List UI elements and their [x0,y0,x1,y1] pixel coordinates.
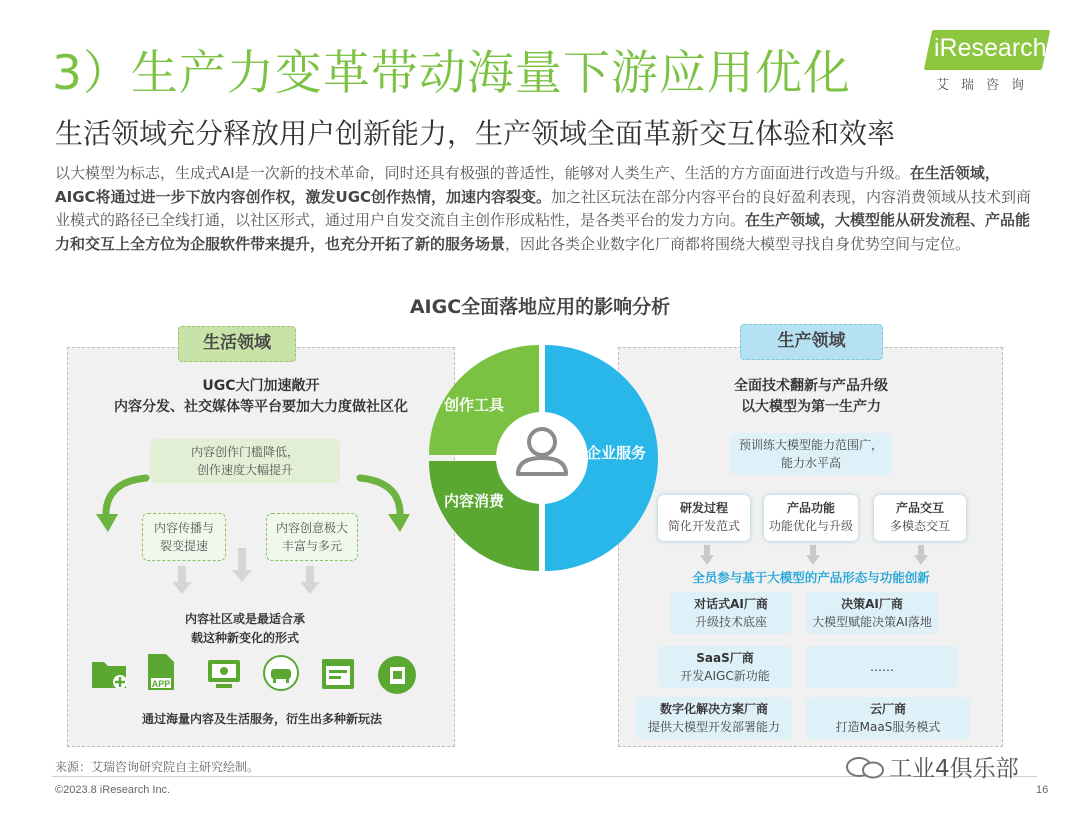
page-subtitle: 生活领域充分释放用户创新能力，生产领域全面革新交互体验和效率 [55,117,896,150]
iresearch-logo [928,30,1048,94]
vendor-saas-desc: 开发AIGC新功能 [680,669,770,683]
tablet-icon [378,656,416,694]
page-number: 16 [1036,784,1049,796]
vendor-digital-desc: 提供大模型开发部署能力 [647,720,780,734]
pretrained-line1: 预训练大模型能力范围广， [738,438,883,452]
down-arrow-icon [232,548,252,584]
card-interaction-desc: 多模态交互 [889,519,950,533]
logo-subtext: 艾瑞咨询 [936,78,1037,93]
production-headline-line1: 全面技术翻新与产品升级 [734,378,888,394]
page-title: 3）生产力变革带动海量下游应用优化 [52,46,851,101]
threshold-line1: 内容创作门槛降低， [190,445,299,459]
watermark [845,750,1019,786]
copyright: ©2023.8 iResearch Inc. [55,784,171,796]
intro-life-bold: 在生活领域，AIGC将通过进一步下放内容创作权，激发UGC创作热情，加速内容裂变。 [55,164,1000,206]
production-headline [625,376,997,418]
vendor-saas-title: SaaS厂商 [696,651,754,665]
vendor-conv-title: 对话式AI厂商 [694,597,768,611]
intro-production-bold: 在生产领域，大模型能从研发流程、产品能力和交互上全方位为企服软件带来提升，也充分开拓了新的服务场景 [55,211,1031,253]
hub-label-enterprise-service: 企业服务 [586,444,647,462]
browser-window-icon [320,656,356,692]
connector-arrows [686,543,946,569]
logo-text: iResearch [934,34,1047,62]
life-headline-line1: UGC大门加速敞开 [202,378,320,394]
vendor-digital-title: 数字化解决方案厂商 [659,702,768,716]
card-function-desc: 功能优化与升级 [768,519,853,533]
vendor-decision-ai [806,592,938,634]
intro-life-rest: 加之社区玩法在部分内容平台的良好盈利表现，内容消费领域从技术到商业模式的路径已全线打通，以社区形式，通过用户自发交流自主创作形成粘性，是各类平台的发力方向。 [55,187,1032,230]
down-arrow-icon [172,566,192,596]
community-line1: 内容社区或是最适合承 [184,612,305,626]
vendor-conversational-ai [670,592,792,634]
card-function-title: 产品功能 [786,501,835,515]
vendor-more [806,646,958,688]
life-domain-label: 生活领域 [178,326,296,362]
card-rd-desc: 简化开发范式 [667,519,740,533]
down-arrow-icon [300,566,320,596]
vendor-conv-desc: 升级技术底座 [694,615,767,629]
production-domain-label: 生产领域 [740,324,883,360]
sofa-icon [262,654,300,692]
folder-icon [90,656,130,692]
diagram-title: AIGC全面落地应用的影响分析 [409,296,671,318]
vendor-cloud-title: 云厂商 [869,702,906,716]
creativity-line1: 内容创意极大 [275,521,348,535]
production-headline-line2: 以大模型为第一生产力 [741,399,881,415]
pretrained-line2: 能力水平高 [780,456,841,470]
curved-arrow-left-icon [96,470,156,550]
life-headline-line2: 内容分发、社交媒体等平台要加大力度做社区化 [114,399,408,415]
curved-arrow-right-icon [352,470,412,550]
life-footer-text: 通过海量内容及生活服务，衍生出多种新玩法 [141,712,382,726]
source-note: 来源：艾瑞咨询研究院自主研究绘制。 [55,760,260,774]
card-interaction-title: 产品交互 [895,501,944,515]
vendor-more-ellipsis: …… [870,660,894,674]
vendor-decision-title: 决策AI厂商 [841,597,903,611]
creativity-rich-box [266,513,358,561]
watermark-text: 工业4俱乐部 [889,756,1019,782]
intro-paragraph [55,162,1040,256]
card-rd-process [658,495,750,541]
vendor-digital-solution [636,697,792,739]
community-text [150,610,340,648]
card-product-function [764,495,858,541]
hub-label-creation-tools: 创作工具 [444,396,505,414]
vendor-cloud-desc: 打造MaaS服务模式 [835,720,941,734]
creativity-line2: 丰富与多元 [281,539,342,553]
intro-sentence-1: 以大模型为标志，生成式AI是一次新的技术革命，同时还具有极强的普适性，能够对人类生产、生活的方方面面进行改造与升级。 [55,164,910,182]
card-product-interaction [874,495,966,541]
card-rd-title: 研发过程 [679,501,728,515]
intro-production-rest: ，因此各类企业数字化厂商都将围绕大模型寻找自身优势空间与定位。 [505,234,971,253]
vendor-cloud [806,697,970,739]
spread-line1: 内容传播与 [153,521,214,535]
app-label: APP [151,679,171,689]
all-participate-text: 全员参与基于大模型的产品形态与功能创新 [692,570,930,585]
spread-line2: 裂变提速 [159,539,208,553]
monitor-icon [206,656,242,692]
vendor-saas [658,646,792,688]
threshold-line2: 创作速度大幅提升 [196,463,293,477]
vendor-decision-desc: 大模型赋能决策AI落地 [812,615,932,629]
wechat-icon [845,754,885,786]
community-line2: 载这种新变化的形式 [190,631,299,645]
life-headline [75,376,447,418]
threshold-lowered-box [150,439,340,483]
pretrained-capability-box [730,433,892,475]
app-file-icon [146,652,176,692]
hub-label-content-consumption: 内容消费 [444,492,505,510]
